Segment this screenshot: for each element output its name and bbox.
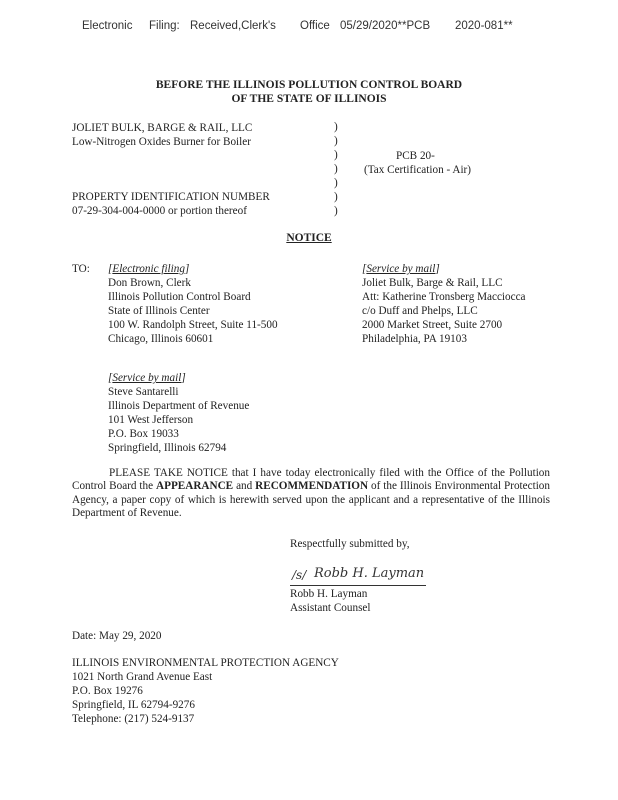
recipient-applicant-line: Joliet Bulk, Barge & Rail, LLC — [362, 277, 503, 289]
to-label: TO: — [72, 263, 90, 275]
recipient-clerk-line: Chicago, Illinois 60601 — [108, 333, 214, 345]
title-line-1: BEFORE THE ILLINOIS POLLUTION CONTROL BOARD — [155, 79, 463, 91]
signer-title: Assistant Counsel — [290, 602, 371, 614]
recipient-revenue-line: 101 West Jefferson — [108, 414, 194, 426]
stamp-filing: Filing: — [149, 20, 180, 32]
stamp-received: Received,Clerk's — [190, 20, 276, 32]
caption-pin-label: PROPERTY IDENTIFICATION NUMBER — [72, 191, 270, 203]
stamp-date-code: 05/29/2020**PCB — [340, 20, 431, 32]
stamp-case-code: 2020-081** — [455, 20, 513, 32]
recipient-revenue-line: Springfield, Illinois 62794 — [108, 442, 227, 454]
stamp-office: Office — [300, 20, 330, 32]
agency-address-line: 1021 North Grand Avenue East — [72, 671, 213, 683]
agency-telephone: Telephone: (217) 524-9137 — [72, 713, 195, 725]
stamp-electronic: Electronic — [82, 20, 133, 32]
recipient-applicant-method-text: Service by mail — [366, 263, 436, 275]
caption-equipment: Low-Nitrogen Oxides Burner for Boiler — [72, 136, 251, 148]
recipient-applicant-line: Att: Katherine Tronsberg Macciocca — [362, 291, 526, 303]
recipient-clerk-line: Illinois Pollution Control Board — [108, 291, 251, 303]
handwritten-signature: Robb H. Layman — [314, 566, 425, 581]
recipient-clerk-line: Don Brown, Clerk — [108, 277, 191, 289]
signature-prefix: /s/ — [292, 568, 307, 582]
recipient-clerk-method: [Electronic filing] — [108, 263, 190, 275]
agency-address-line: Springfield, IL 62794-9276 — [72, 699, 195, 711]
closing-line: Respectfully submitted by, — [290, 538, 410, 550]
recipient-revenue-method: [Service by mail] — [108, 372, 186, 384]
notice-body-paragraph: PLEASE TAKE NOTICE that I have today electronically filed with the Office of the Pollution Control Board the APPEARANCE and RECOMMENDATION of the Illinois Environmental Protection Agency, a paper copy of which is herewith served upon the applicant and a representative of the Illinois Department of Revenue. — [72, 467, 550, 520]
title-line-2: OF THE STATE OF ILLINOIS — [231, 93, 387, 105]
caption-party-name: JOLIET BULK, BARGE & RAIL, LLC — [72, 122, 253, 134]
signature-line — [290, 566, 426, 586]
caption-case-number: PCB 20- — [396, 150, 435, 162]
signer-name: Robb H. Layman — [290, 588, 368, 600]
recipient-applicant-line: Philadelphia, PA 19103 — [362, 333, 467, 345]
notice-heading: NOTICE — [286, 232, 332, 244]
caption-pin-value: 07-29-304-004-0000 or portion thereof — [72, 205, 247, 217]
recipient-clerk-line: State of Illinois Center — [108, 305, 210, 317]
agency-name: ILLINOIS ENVIRONMENTAL PROTECTION AGENCY — [72, 657, 339, 669]
appearance-term: APPEARANCE — [156, 480, 234, 493]
recommendation-term: RECOMMENDATION — [255, 480, 369, 493]
recipient-applicant-line: c/o Duff and Phelps, LLC — [362, 305, 478, 317]
agency-address-line: P.O. Box 19276 — [72, 685, 143, 697]
date-line: Date: May 29, 2020 — [72, 630, 162, 642]
recipient-applicant-line: 2000 Market Street, Suite 2700 — [362, 319, 503, 331]
recipient-applicant-method: [Service by mail] — [362, 263, 440, 275]
recipient-clerk-method-text: Electronic filing — [112, 263, 185, 275]
recipient-clerk-line: 100 W. Randolph Street, Suite 11-500 — [108, 319, 278, 331]
recipient-revenue-line: Illinois Department of Revenue — [108, 400, 250, 412]
recipient-revenue-line: Steve Santarelli — [108, 386, 179, 398]
recipient-revenue-line: P.O. Box 19033 — [108, 428, 179, 440]
caption-case-type: (Tax Certification - Air) — [364, 164, 472, 176]
recipient-revenue-method-text: Service by mail — [112, 372, 182, 384]
